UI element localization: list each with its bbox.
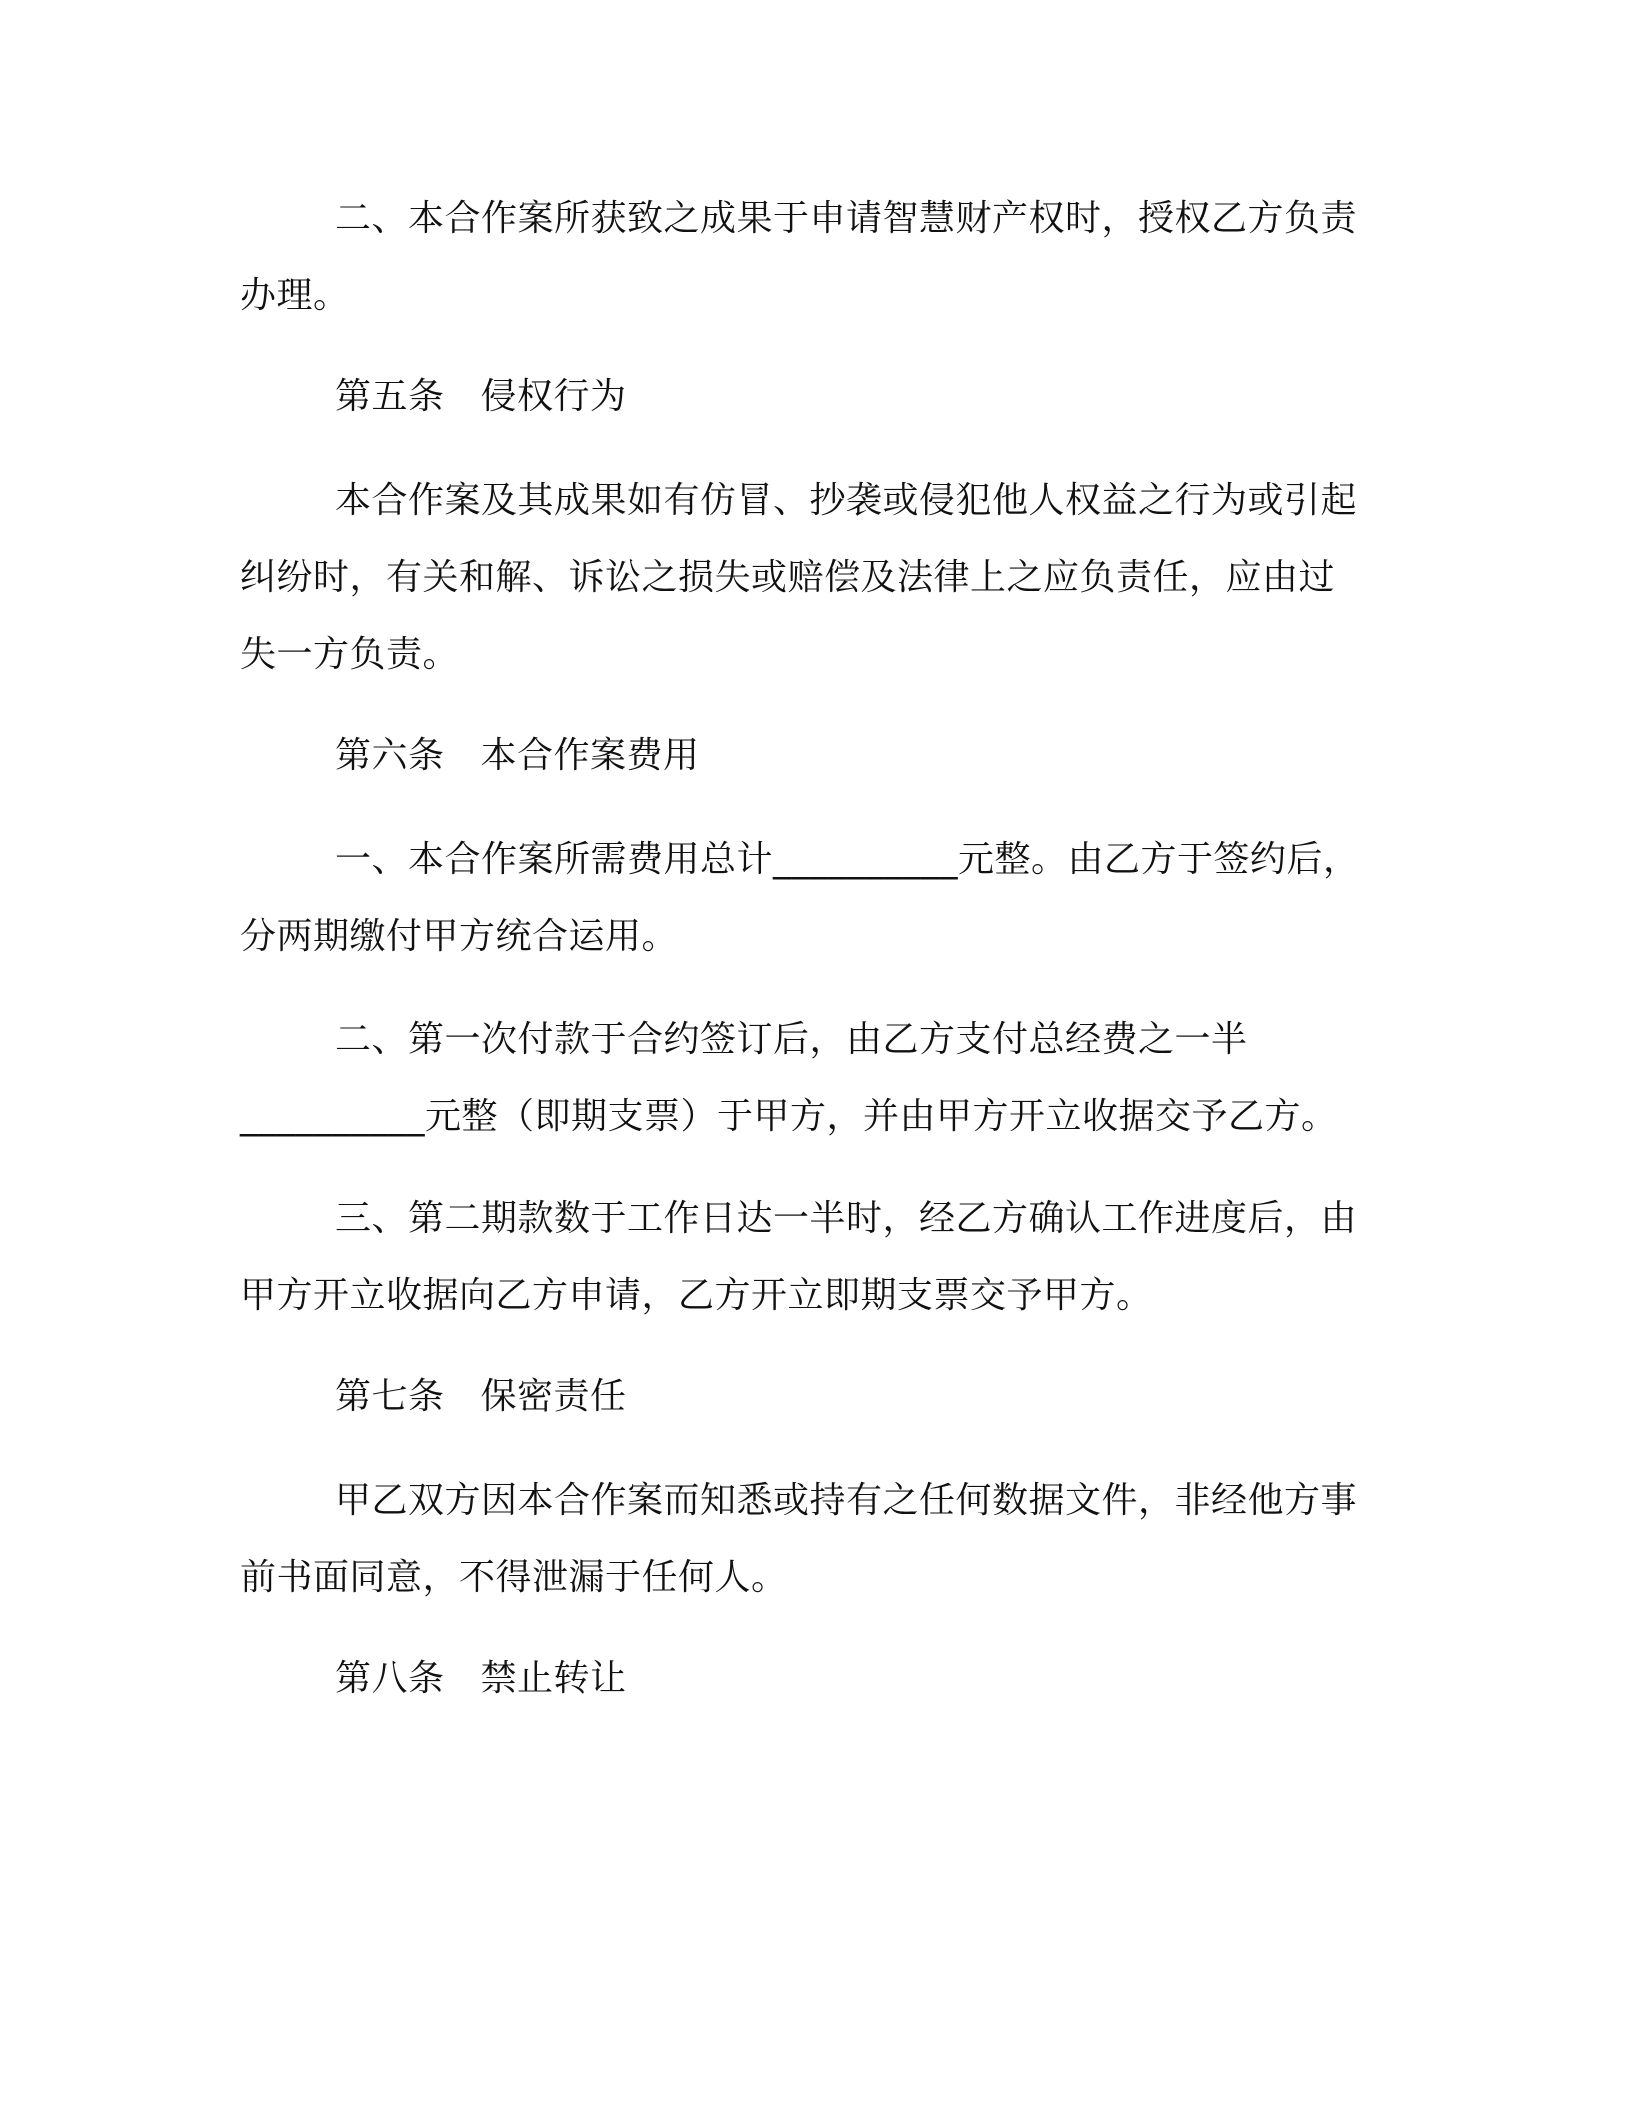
article-number: 第八条 bbox=[335, 1658, 445, 1699]
paragraph-line: __________元整（即期支票）于甲方，并由甲方开立收据交予乙方。 bbox=[240, 1096, 1338, 1137]
article-number: 第六条 bbox=[335, 735, 445, 776]
article-title: 本合作案费用 bbox=[480, 735, 700, 776]
paragraph-line: 纠纷时，有关和解、诉讼之损失或赔偿及法律上之应负责任，应由过 bbox=[240, 557, 1336, 598]
paragraph-line: 失一方负责。 bbox=[240, 634, 460, 675]
paragraph-line: 三、第二期款数于工作日达一半时，经乙方确认工作进度后，由 bbox=[335, 1198, 1358, 1239]
article-title: 禁止转让 bbox=[480, 1658, 627, 1699]
article-heading-7 bbox=[335, 1373, 1505, 1421]
article-number: 第五条 bbox=[335, 376, 445, 417]
paragraph-line: 办理。 bbox=[240, 275, 350, 316]
article-heading-5 bbox=[335, 373, 1505, 421]
paragraph-line: 二、第一次付款于合约签订后，由乙方支付总经费之一半 bbox=[335, 1019, 1248, 1060]
paragraph-line: 甲乙双方因本合作案而知悉或持有之任何数据文件，非经他方事 bbox=[335, 1480, 1358, 1521]
article-title: 侵权行为 bbox=[480, 376, 627, 417]
paragraph-line: 甲方开立收据向乙方申请，乙方开立即期支票交予甲方。 bbox=[240, 1275, 1153, 1316]
article-heading-8 bbox=[335, 1655, 1505, 1703]
article-number: 第七条 bbox=[335, 1376, 445, 1417]
paragraph-line: 分两期缴付甲方统合运用。 bbox=[240, 916, 679, 957]
paragraph-line: 本合作案及其成果如有仿冒、抄袭或侵犯他人权益之行为或引起 bbox=[335, 480, 1358, 521]
article-title: 保密责任 bbox=[480, 1376, 627, 1417]
paragraph-line: 二、本合作案所获致之成果于申请智慧财产权时，授权乙方负责 bbox=[335, 198, 1358, 239]
article-heading-6 bbox=[335, 732, 1505, 780]
paragraph-line: 前书面同意，不得泄漏于任何人。 bbox=[240, 1557, 788, 1598]
paragraph-line: 一、本合作案所需费用总计__________元整。由乙方于签约后， bbox=[335, 839, 1360, 880]
